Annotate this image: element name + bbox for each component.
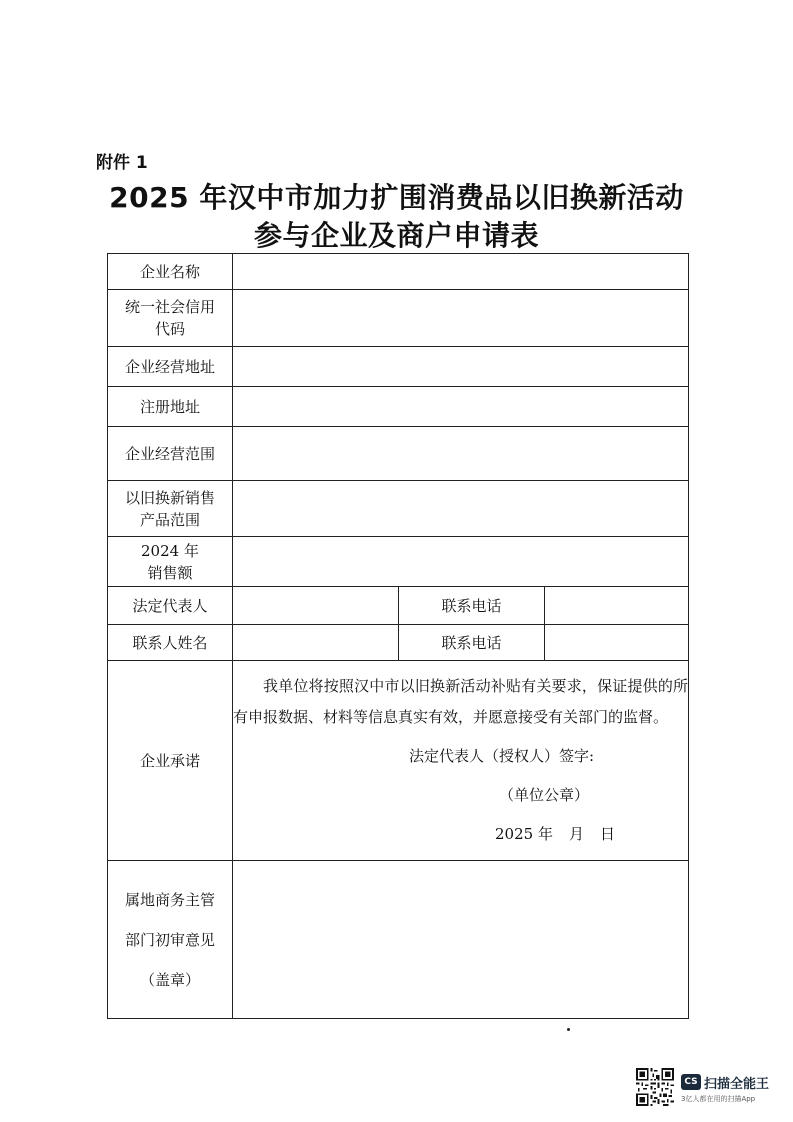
label-credit-code-line1: 统一社会信用 xyxy=(124,298,215,316)
label-sales-line2: 销售额 xyxy=(147,563,193,582)
label-sales-line1: 2024 年 xyxy=(141,541,199,560)
label-sales xyxy=(108,537,233,587)
label-credit-code xyxy=(108,290,233,347)
field-tradein-scope[interactable] xyxy=(233,481,689,537)
date-line xyxy=(233,819,688,850)
field-sales[interactable] xyxy=(233,537,689,587)
commitment-text: 我单位将按照汉中市以旧换新活动补贴有关要求，保证提供的所有申报数据、材料等信息真实有效，并愿意接受有关部门的监督。 xyxy=(233,677,689,726)
label-business-scope: 企业经营范围 xyxy=(108,427,233,481)
row-legal-rep xyxy=(108,587,689,625)
watermark-tagline: 3亿人都在用的扫描App xyxy=(681,1095,756,1103)
row-sales xyxy=(108,537,689,587)
label-review-line1: 属地商务主管 xyxy=(124,890,215,909)
application-form-table xyxy=(107,253,689,1019)
label-tradein-scope-line2: 产品范围 xyxy=(139,510,200,529)
row-registered-address xyxy=(108,387,689,427)
label-phone-2: 联系电话 xyxy=(399,625,545,661)
field-company-name[interactable] xyxy=(233,254,689,290)
row-contact xyxy=(108,625,689,661)
field-business-scope[interactable] xyxy=(233,427,689,481)
field-business-address[interactable] xyxy=(233,347,689,387)
row-credit-code xyxy=(108,290,689,347)
field-phone-2[interactable] xyxy=(545,625,689,661)
seal-line: （单位公章） xyxy=(499,786,590,804)
label-review xyxy=(108,861,233,1019)
row-tradein-scope xyxy=(108,481,689,537)
field-phone-1[interactable] xyxy=(545,587,689,625)
field-review[interactable] xyxy=(233,861,689,1019)
camscanner-logo: CS xyxy=(681,1074,701,1090)
label-tradein-scope xyxy=(108,481,233,537)
field-credit-code[interactable] xyxy=(233,290,689,347)
row-company-name xyxy=(108,254,689,290)
qr-code-icon xyxy=(636,1068,674,1106)
label-phone-1: 联系电话 xyxy=(399,587,545,625)
row-business-scope xyxy=(108,427,689,481)
label-tradein-scope-line1: 以旧换新销售 xyxy=(124,488,215,507)
row-business-address xyxy=(108,347,689,387)
watermark-app-name: 扫描全能王 xyxy=(704,1077,770,1092)
signature-line: 法定代表人（授权人）签字: xyxy=(409,747,595,765)
commitment-content xyxy=(233,661,689,861)
label-legal-rep: 法定代表人 xyxy=(108,587,233,625)
field-registered-address[interactable] xyxy=(233,387,689,427)
label-contact-name: 联系人姓名 xyxy=(108,625,233,661)
label-credit-code-line2: 代码 xyxy=(154,320,185,338)
label-review-line2: 部门初审意见 xyxy=(124,930,215,949)
row-review xyxy=(108,861,689,1019)
document-title-line1: 2025 年汉中市加力扩围消费品以旧换新活动 xyxy=(109,181,684,214)
label-business-address: 企业经营地址 xyxy=(108,347,233,387)
field-contact-name[interactable] xyxy=(233,625,399,661)
label-company-name: 企业名称 xyxy=(108,254,233,290)
date-year: 2025 年 xyxy=(495,825,553,843)
label-commitment: 企业承诺 xyxy=(108,661,233,861)
date-month: 月 xyxy=(568,825,584,843)
field-legal-rep[interactable] xyxy=(233,587,399,625)
document-title-line2: 参与企业及商户申请表 xyxy=(253,219,539,252)
attachment-label: 附件 1 xyxy=(96,153,148,173)
stray-dot xyxy=(567,1028,570,1031)
label-registered-address: 注册地址 xyxy=(108,387,233,427)
date-day: 日 xyxy=(599,825,615,843)
scanner-watermark xyxy=(636,1068,786,1108)
label-review-line3: （盖章） xyxy=(139,970,200,989)
row-commitment xyxy=(108,661,689,861)
